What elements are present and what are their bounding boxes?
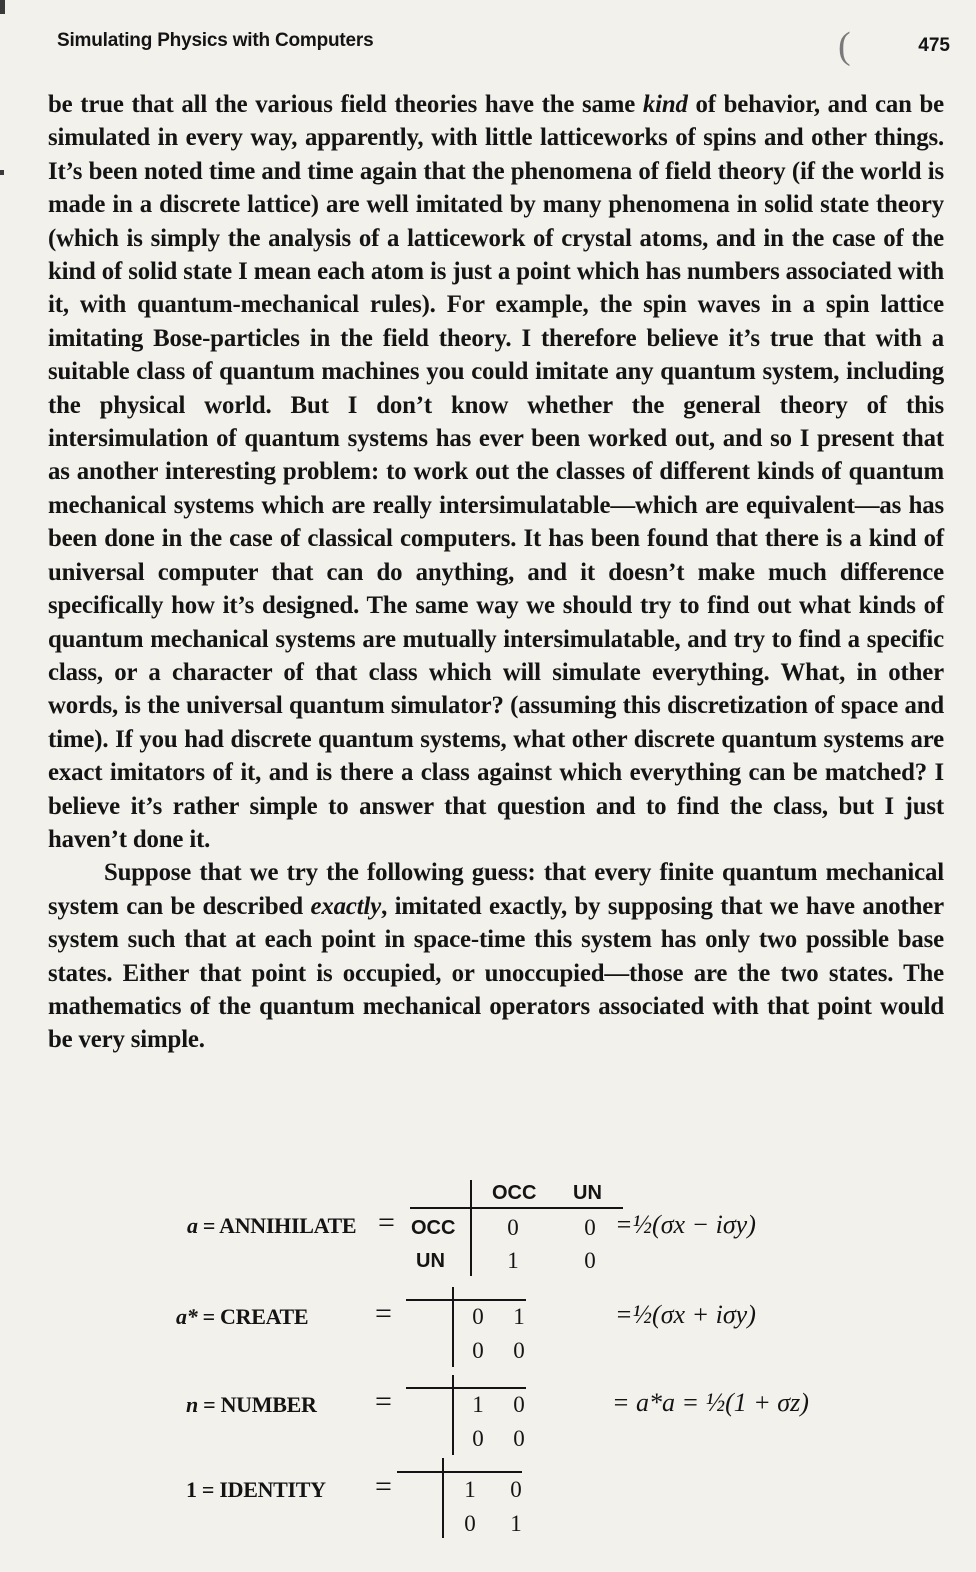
op-identity-m11: 1 [464, 1477, 476, 1502]
op-create-equals: = [375, 1297, 392, 1330]
emphasis-kind: kind [642, 91, 688, 118]
op-annihilate-equals: = [378, 1206, 395, 1239]
op-create-m21: 0 [472, 1338, 484, 1363]
op-identity-vrule [442, 1458, 444, 1538]
op-create-rhs: =½(σx + iσy) [615, 1300, 756, 1329]
body-text [48, 88, 944, 1057]
margin-parenthesis-mark: ( [838, 25, 851, 67]
op-identity-m21: 0 [464, 1511, 476, 1536]
op-create-m22: 0 [513, 1338, 525, 1363]
running-head-title: Simulating Physics with Computers [57, 30, 374, 51]
op-identity-label: 1 = IDENTITY [186, 1477, 326, 1502]
op-number-equals: = [375, 1385, 392, 1418]
op-number-m11: 1 [472, 1392, 484, 1417]
left-edge-mark-top [0, 0, 5, 14]
op-annihilate-rhs: =½(σx − iσy) [615, 1210, 756, 1239]
op-identity-m22: 1 [510, 1511, 522, 1536]
op-number-m22: 0 [513, 1426, 525, 1451]
op-identity-hrule [397, 1471, 522, 1473]
row-header-un: UN [416, 1250, 445, 1272]
op-annihilate-m12: 0 [584, 1215, 596, 1240]
op-create-hrule [406, 1299, 526, 1301]
emphasis-exactly: exactly [310, 892, 382, 920]
op-annihilate-m22: 0 [584, 1248, 596, 1273]
col-header-occ: OCC [492, 1182, 537, 1204]
op-create-label: a* = CREATE [176, 1304, 309, 1329]
paragraph-2: Suppose that we try the following guess: that every finite quantum mechanical system can be described exactly, imitated exactly, by supposing that we have another system such that at each point in space-time this system has only two possible base states. Either that point is occupied, or unoccupied—those are the two states. The mathematics of the quantum mechanical operators associated with that point would be very simple. [48, 859, 945, 1054]
op-identity-equals: = [375, 1470, 392, 1503]
operator-table [0, 1170, 976, 1570]
op-annihilate-m11: 0 [507, 1215, 519, 1240]
col-header-un: UN [573, 1182, 602, 1204]
op-create-m11: 0 [472, 1304, 484, 1329]
op-number-rhs: = a*a = ½(1 + σz) [612, 1388, 809, 1417]
op-identity-m12: 0 [510, 1477, 522, 1502]
op-number-label: n = NUMBER [186, 1392, 317, 1417]
op-create-m12: 1 [513, 1304, 525, 1329]
op-number-m12: 0 [513, 1392, 525, 1417]
op-annihilate-label: a = ANNIHILATE [187, 1213, 357, 1238]
page-number: 475 [918, 35, 950, 56]
op-number-hrule [406, 1387, 526, 1389]
paragraph-1: be true that all the various field theories have the same kind of behavior, and can be simulated in every way, apparently, with little latticeworks of spins and other things. It’s been noted time and time again that the phenomena of field theory (if the world is made in a discrete lattice) are well imitated by many phenomena in solid state theory (which is simply the analysis of a latticework of crystal atoms, and in the case of the kind of solid state I mean each atom is just a point which has numbers associated with it, with quantum-mechanical rules). For example, the spin waves in a spin lattice imitating Bose-particles in the field theory. I therefore believe it’s true that with a suitable class of quantum machines you could imitate any quantum system, including the physical world. But I don’t know whether the general theory of this intersimulation of quantum systems has ever been worked out, and so I present that as another interesting problem: to work out the classes of different kinds of quantum mechanical systems which are really intersimulatable—which are equivalent—as has been done in the case of classical computers. It has been found that there is a kind of universal computer that can do anything, and it doesn’t make much difference specifically how it’s designed. The same way we should try to find out what kinds of quantum mechanical systems are mutually intersimulatable, and try to find a specific class, or a character of that class which will simulate everything. What, in other words, is the universal quantum simulator? (assuming this discretization of space and time). If you had discrete quantum systems, what other discrete quantum systems are exact imitators of it, and is there a class against which everything can be matched? I believe it’s rather simple to answer that question and to find the class, but I just haven’t done it. [48, 91, 944, 853]
op-annihilate-m21: 1 [507, 1248, 519, 1273]
op-annihilate-vrule [470, 1180, 472, 1276]
left-edge-mark-mid [0, 170, 4, 175]
op-number-m21: 0 [472, 1426, 484, 1451]
op-annihilate-hrule [410, 1207, 623, 1209]
row-header-occ: OCC [411, 1217, 456, 1239]
